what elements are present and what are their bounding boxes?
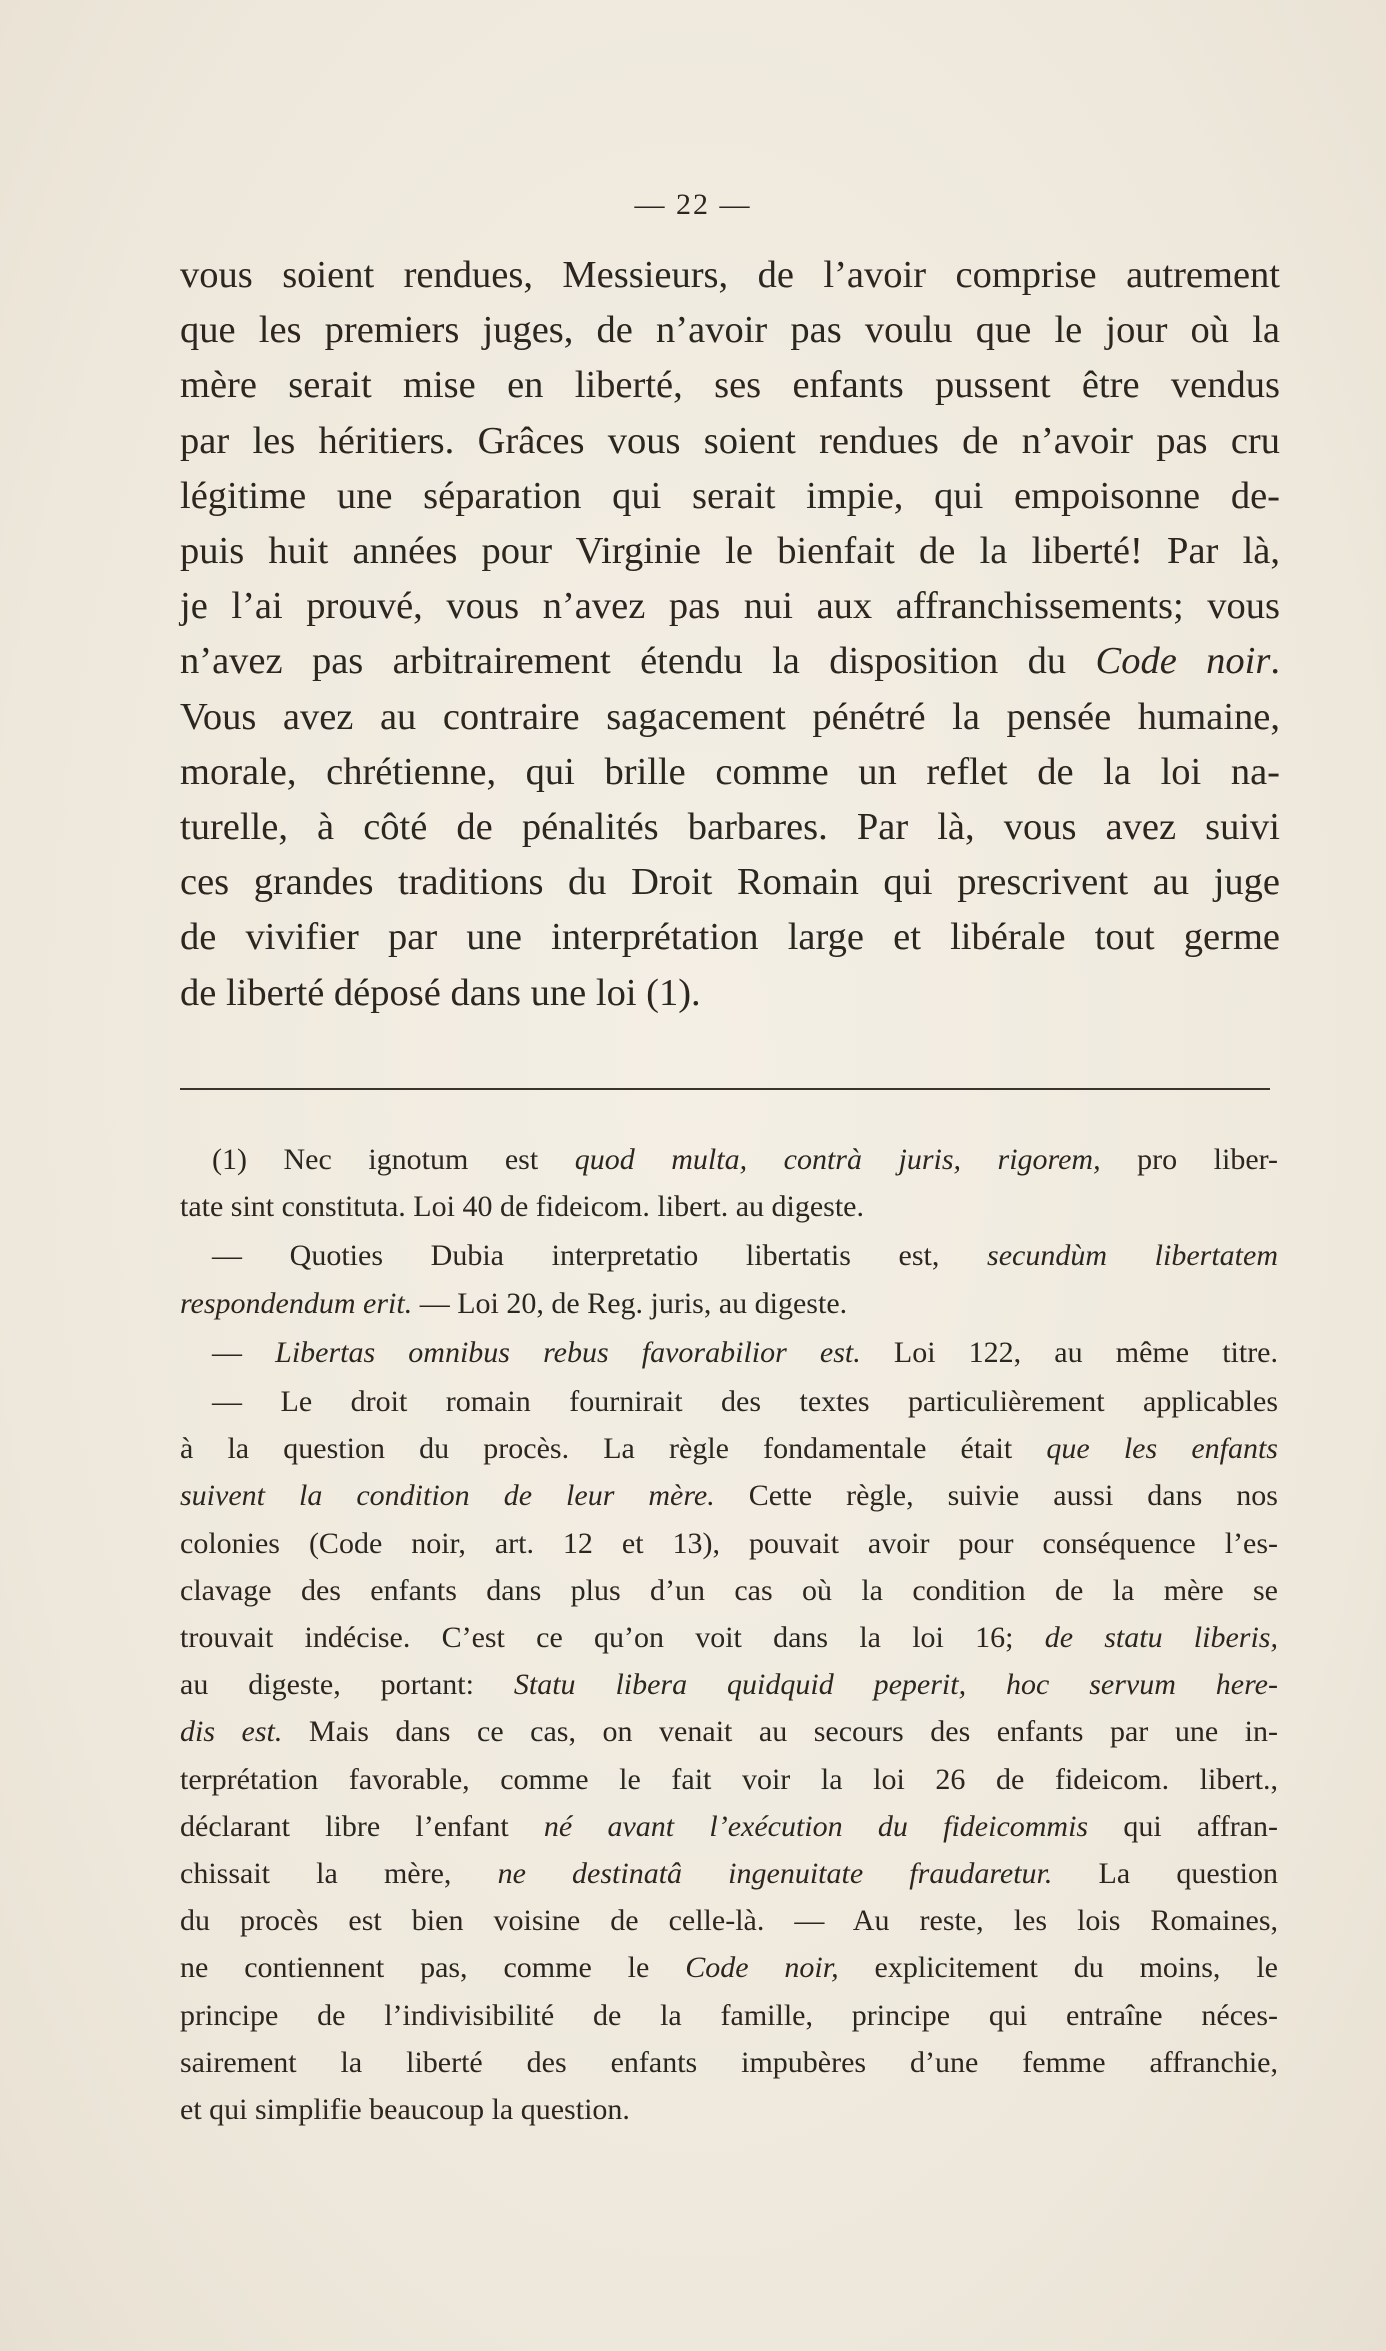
page-number: — 22 — xyxy=(634,188,752,221)
footnote-text: — Loi 20, de Reg. juris, au digeste. xyxy=(412,1286,848,1320)
footnote-italic: secundùm libertatem xyxy=(987,1239,1278,1273)
footnote-line xyxy=(180,1232,1278,1279)
footnote-text: — xyxy=(212,1335,276,1369)
footnote-line: sairement la liberté des enfants impubères d’une femme affranchie, xyxy=(180,2045,1278,2079)
body-line: ces grandes traditions du Droit Romain qui prescrivent au juge xyxy=(180,861,1280,904)
body-line: morale, chrétienne, qui brille comme un reflet de la loi na- xyxy=(180,750,1280,793)
footnote-text: déclarant libre l’enfant xyxy=(180,1809,544,1843)
footnote-text: chissait la mère, xyxy=(180,1857,498,1891)
footnote-line: et qui simplifie beaucoup la question. xyxy=(180,2093,630,2127)
footnote-text: à la question du procès. La règle fondamentale était xyxy=(180,1432,1047,1466)
footnote-italic: dis est. xyxy=(180,1715,283,1749)
footnote-line: clavage des enfants dans plus d’un cas où la condition de la mère se xyxy=(180,1573,1278,1607)
footnote-line: tate sint constituta. Loi 40 de fideicom. libert. au digeste. xyxy=(180,1190,864,1224)
footnote-line xyxy=(180,1136,1278,1183)
footnote-italic: respondendum erit. xyxy=(180,1286,413,1320)
body-line: légitime une séparation qui serait impie, qui empoisonne de- xyxy=(180,474,1280,517)
footnote-line: du procès est bien voisine de celle-là. — Au reste, les lois Romaines, xyxy=(180,1904,1278,1938)
footnote-text: — Quoties Dubia interpretatio libertatis est, xyxy=(212,1239,988,1273)
footnote-line xyxy=(180,1472,1278,1519)
footnote-line xyxy=(180,1614,1278,1661)
body-line-code-noir xyxy=(180,634,1280,689)
code-noir-italic: Code noir xyxy=(1095,640,1271,683)
body-line: vous soient rendues, Messieurs, de l’avoir comprise autrement xyxy=(180,254,1280,296)
footnote-italic: quod multa, contrà juris, rigorem, xyxy=(574,1143,1101,1176)
footnote-italic: suivent la condition de leur mère. xyxy=(180,1479,715,1513)
footnote-line xyxy=(180,1944,1278,1991)
footnote-line: colonies (Code noir, art. 12 et 13), pouvait avoir pour conséquence l’es- xyxy=(180,1526,1278,1560)
footnote-line: principe de l’indivisibilité de la famille, principe qui entraîne néces- xyxy=(180,1998,1278,2032)
footnote-text: (1) Nec ignotum est xyxy=(212,1143,575,1176)
footnote-italic: Code noir, xyxy=(685,1951,839,1985)
body-line: de vivifier par une interprétation large et libérale tout germe xyxy=(180,916,1280,959)
body-line: Vous avez au contraire sagacement pénétré la pensée humaine, xyxy=(180,695,1280,738)
footnote-text: explicitement du moins, le xyxy=(838,1951,1278,1985)
body-line: mère serait mise en liberté, ses enfants pussent être vendus xyxy=(180,364,1280,407)
footnote-divider xyxy=(180,1088,1270,1090)
footnote xyxy=(180,1136,1278,2133)
footnote-italic: né avant l’exécution du fideicommis xyxy=(543,1809,1089,1843)
body-line: je l’ai prouvé, vous n’avez pas nui aux affranchissements; vous xyxy=(180,585,1280,628)
footnote-line xyxy=(180,1708,1278,1755)
footnote-line xyxy=(180,1280,1278,1327)
body-line: que les premiers juges, de n’avoir pas voulu que le jour où la xyxy=(180,309,1280,352)
footnote-line: terprétation favorable, comme le fait voir la loi 26 de fideicom. libert., xyxy=(180,1762,1278,1796)
footnote-italic: Statu libera quidquid peperit, hoc servum here- xyxy=(513,1668,1278,1702)
footnote-line xyxy=(180,1803,1278,1850)
footnote-text: La question xyxy=(1052,1857,1278,1891)
footnote-text: qui affran- xyxy=(1088,1809,1278,1843)
body-line: puis huit années pour Virginie le bienfait de la liberté! Par là, xyxy=(180,530,1280,573)
footnote-text: au digeste, portant: xyxy=(180,1668,514,1702)
footnote-text: Loi 122, au même titre. xyxy=(860,1335,1279,1369)
footnote-line xyxy=(180,1850,1278,1897)
body-line: de liberté déposé dans une loi (1). xyxy=(180,971,701,1014)
footnote-line: — Le droit romain fournirait des textes particulièrement applicables xyxy=(212,1385,1278,1419)
footnote-italic: ne destinatâ ingenuitate fraudaretur. xyxy=(497,1857,1053,1891)
body-line-end: . xyxy=(1270,640,1280,683)
body-line-text: n’avez pas arbitrairement étendu la disposition du xyxy=(180,640,1096,683)
footnote-text: Cette règle, suivie aussi dans nos xyxy=(714,1479,1278,1513)
body-line: par les héritiers. Grâces vous soient rendues de n’avoir pas cru xyxy=(180,419,1280,462)
body-line: turelle, à côté de pénalités barbares. Par là, vous avez suivi xyxy=(180,806,1280,849)
main-text xyxy=(180,248,1280,1021)
footnote-italic: Libertas omnibus rebus favorabilior est. xyxy=(275,1335,861,1369)
footnote-text: pro liber- xyxy=(1100,1143,1279,1176)
footnote-italic: que les enfants xyxy=(1046,1432,1278,1466)
footnote-line xyxy=(180,1329,1278,1376)
footnote-italic: de statu liberis, xyxy=(1044,1621,1278,1655)
footnote-line xyxy=(180,1425,1278,1472)
footnote-text: trouvait indécise. C’est ce qu’on voit dans la loi 16; xyxy=(180,1621,1045,1655)
footnote-line xyxy=(180,1661,1278,1708)
footnote-text: ne contiennent pas, comme le xyxy=(180,1951,686,1985)
footnote-text: Mais dans ce cas, on venait au secours des enfants par une in- xyxy=(282,1715,1278,1749)
